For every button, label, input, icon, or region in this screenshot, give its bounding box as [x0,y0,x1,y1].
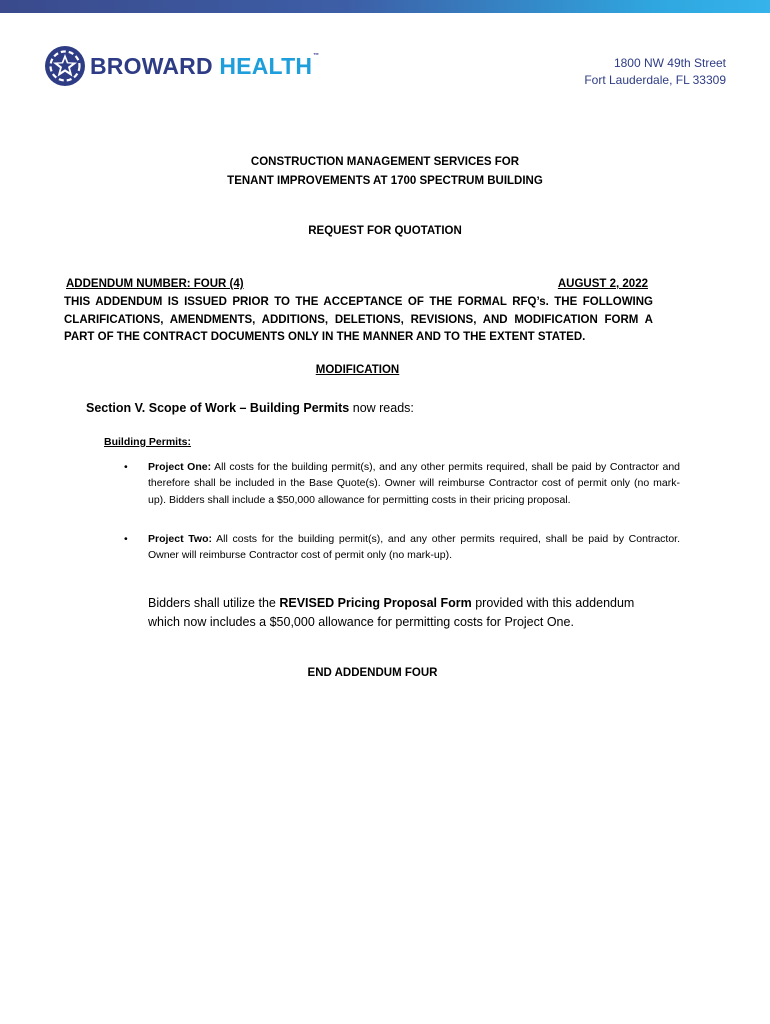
logo-word-broward: BROWARD [90,52,213,79]
building-permits-heading [104,436,191,448]
logo-wordmark [90,53,319,80]
bullet-text [148,531,680,564]
bullet-body: All costs for the building permit(s), and any other permits required, shall be paid by Contractor. Owner will reimburse Contractor cost of permit only (no mark-up). [148,533,680,562]
closing-post: provided with this addendum which now includes a $50,000 allowance for permitting costs for Project One. [148,596,635,629]
address-city: Fort Lauderdale, FL 33309 [584,73,726,87]
star-badge-icon [44,45,86,87]
addendum-number: ADDENDUM NUMBER: FOUR (4) [66,278,244,290]
logo-trademark: ™ [313,52,320,59]
addendum-date: AUGUST 2, 2022 [557,278,648,290]
header-color-band [0,0,770,13]
section-heading [86,401,414,415]
list-item-project-one [124,459,680,508]
title-line-1: CONSTRUCTION MANAGEMENT SERVICES FOR [250,156,520,168]
closing-pre: Bidders shall utilize the [148,596,280,610]
addendum-notice: THIS ADDENDUM IS ISSUED PRIOR TO THE ACCEPTANCE OF THE FORMAL RFQ’s. THE FOLLOWING CLARIFICATIONS, AMENDMENTS, ADDITIONS, DELETIONS, REVISIONS, AND MODIFICATION FORM A PART OF THE CONTRACT DOCUMENTS ONLY IN THE MANNER AND TO THE EXTENT STATED. [64,296,653,343]
bullet-icon: • [124,461,128,473]
bullet-lead: Project Two: [148,533,213,545]
addendum-header-row [66,278,648,290]
bullet-icon: • [124,533,128,545]
logo-word-health: HEALTH [219,52,313,79]
bullet-text [148,459,680,508]
list-item-project-two [124,531,680,564]
closing-form-name: REVISED Pricing Proposal Form [279,596,472,610]
bullet-body: All costs for the building permit(s), and any other permits required, shall be paid by Contractor and therefore shall be included in the Base Quote(s). Owner will reimburse Contractor cost of permit only (no mark-up). Bidders shall include a $50,000 allowance for permitting costs in their pricing proposal. [148,461,680,506]
document-title [0,153,770,191]
section-title: Section V. Scope of Work – Building Permits [86,401,350,415]
end-addendum: END ADDENDUM FOUR [307,667,438,679]
address-block [584,55,726,89]
modification-heading: MODIFICATION [315,364,400,376]
section-suffix: now reads: [349,401,414,415]
address-street: 1800 NW 49th Street [613,56,726,70]
title-line-2: TENANT IMPROVEMENTS AT 1700 SPECTRUM BUILDING [227,175,543,187]
permits-heading-text: Building Permits [104,436,188,448]
broward-health-logo [44,44,319,88]
bullet-lead: Project One: [148,461,212,473]
document-subtitle: REQUEST FOR QUOTATION [308,225,462,237]
closing-paragraph [148,594,658,631]
permits-heading-colon: : [187,436,191,448]
